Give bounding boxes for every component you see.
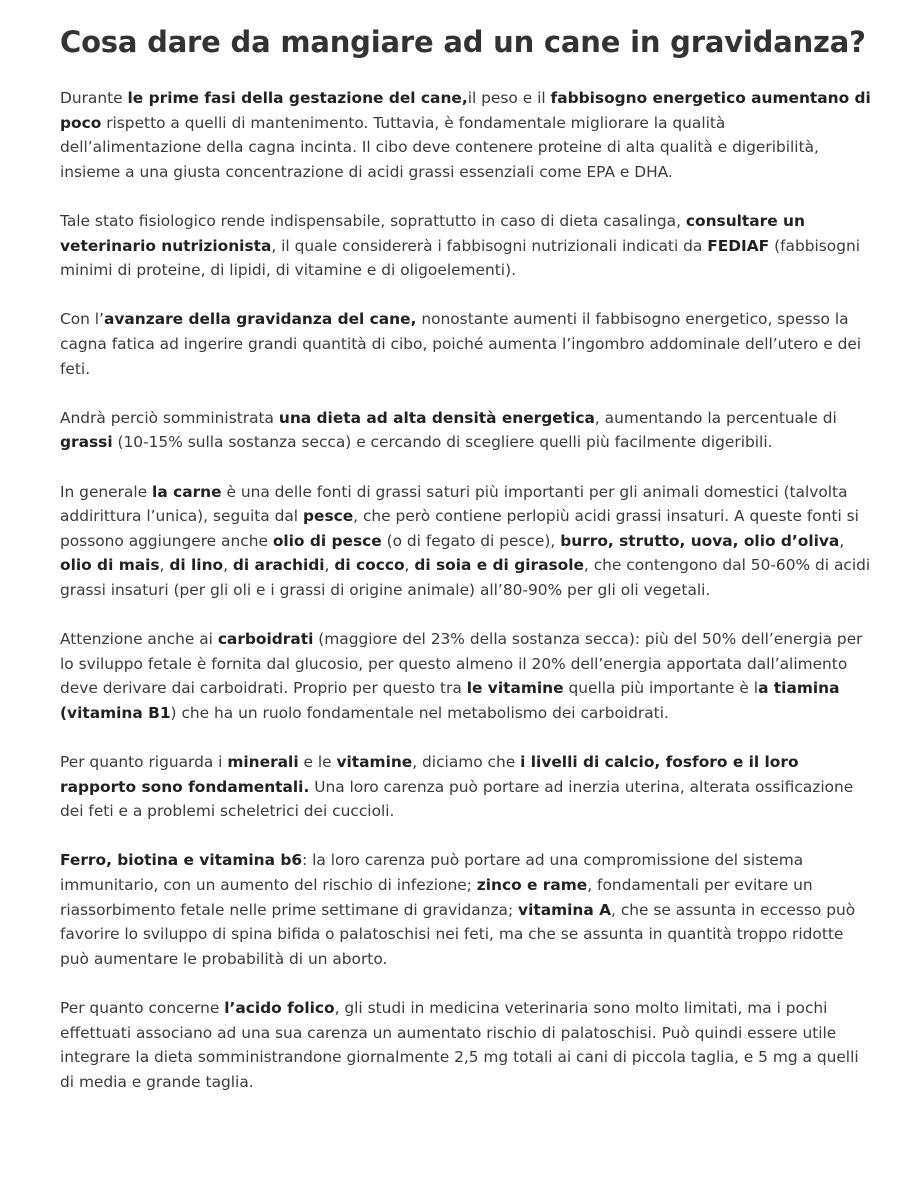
text-run: In generale [60,482,153,501]
bold-text: zinco e rame [476,876,588,894]
bold-text: la carne [152,482,222,501]
text-run: quella più importante è l [563,679,759,698]
text-run: , fondamentali per evitare un riassorbimento fetale nelle prime settimane di gravidanza; [60,876,813,919]
text-run: , [324,556,335,575]
text-run: , [159,556,170,575]
bold-text: minerali [227,753,299,772]
text-run: , aumentando la percentuale di [594,408,837,427]
paragraph [60,406,871,455]
text-run: il peso e il [467,89,551,107]
bold-text: olio di mais [60,556,160,575]
article-title: Cosa dare da mangiare ad un cane in gravidanza? [60,25,866,59]
bold-text: le vitamine [466,679,564,698]
bold-text: a tiamina (vitamina B1 [60,679,840,722]
bold-text: grassi [60,433,113,452]
text-run: , gli studi in medicina veterinaria sono molto limitati, ma i pochi effettuati associano ad una sua carenza un aumentato rischio di palatoschisi. Può quindi essere utile integrare la dieta somministrandone giornalmente 2,5 mg totali ai cani di piccola taglia, e 5 mg a quelli di media e grande taglia. [60,998,859,1091]
text-run: (fabbisogni minimi di proteine, di lipidi, di vitamine e di oligoelementi). [60,236,860,280]
bold-text: vitamina A [518,900,612,919]
paragraph [60,480,871,603]
text-run: , [839,531,845,550]
paragraph [60,848,871,971]
bold-text: fabbisogno energetico aumentano di poco [60,89,871,132]
text-run: ) che ha un ruolo fondamentale nel metabolismo dei carboidrati. [170,703,669,722]
text-run: , [404,556,415,575]
bold-text: di soia e di girasole [414,556,584,575]
text-run: , il quale considererà i fabbisogni nutrizionali indicati da [271,236,708,255]
bold-text: avanzare della gravidanza del cane, [103,310,417,329]
text-run: Tale stato fisiologico rende indispensabile, soprattutto in caso di dieta casalinga, [60,211,686,230]
text-run: nonostante aumenti il fabbisogno energetico, spesso la cagna fatica ad ingerire grandi quantità di cibo, poiché aumenta l’ingombro addominale dell’utero e dei feti. [60,310,862,378]
bold-text: i livelli di calcio, fosforo e il loro rapporto sono fondamentali. [60,753,799,796]
bold-text: olio di pesce [272,531,382,550]
bold-text: vitamine [336,753,413,772]
bold-text: pesce [302,507,354,526]
text-run: rispetto a quelli di mantenimento. Tuttavia, è fondamentale migliorare la qualità dell’alimentazione della cagna incinta. Il cibo deve contenere proteine di alta qualità e digeribilità, insieme a una giusta concentrazione di acidi grassi essenziali come EPA e DHA. [60,113,819,181]
paragraph [60,307,871,381]
text-run: : la loro carenza può portare ad una compromissione del sistema immunitario, con un aumento del rischio di infezione; [60,851,804,894]
text-run: Con l’ [60,310,104,329]
text-run: (o di fegato di pesce), [381,531,561,550]
paragraph [60,86,871,184]
bold-text: carboidrati [217,630,314,649]
text-run: , che se assunta in eccesso può favorire lo sviluppo di spina bifida o palatoschisi nei feti, ma che se assunta in quantità troppo ridotte può aumentare le probabilità di un aborto. [60,900,856,968]
paragraph [60,209,871,283]
bold-text: FEDIAF [707,236,770,255]
paragraph [60,996,871,1094]
bold-text: di cocco [334,556,405,575]
bold-text: burro, strutto, uova, olio d’oliva [560,531,840,550]
text-run: , che però contiene perlopiù acidi grassi insaturi. A queste fonti si possono aggiungere anche [60,507,859,550]
bold-text: Ferro, biotina e vitamina b6 [60,851,303,870]
text-run: Andrà perciò somministrata [60,408,279,427]
bold-text: l’acido folico [224,998,335,1017]
paragraph [60,750,871,824]
bold-text: le prime fasi della gestazione del cane, [127,89,468,107]
text-run: Per quanto concerne [60,998,225,1017]
paragraph [60,627,871,725]
text-run: Per quanto riguarda i [60,753,228,772]
text-run: , diciamo che [412,753,521,772]
text-run: (maggiore del 23% della sostanza secca): più del 50% dell’energia per lo sviluppo fetale è fornita dal glucosio, per questo almeno il 20% dell’energia apportata dall’alimento deve derivare dai carboidrati. Proprio per questo tra [60,630,863,698]
text-run: , [223,556,233,575]
bold-text: consultare un veterinario nutrizionista [60,211,805,255]
text-run: Attenzione anche ai [60,630,218,649]
bold-text: una dieta ad alta densità energetica [278,408,595,427]
text-run: Durante [60,89,128,107]
bold-text: di lino [169,556,224,575]
bold-text: di arachidi [232,556,325,575]
article-body [60,86,871,1094]
text-run: è una delle fonti di grassi saturi più importanti per gli animali domestici (talvolta addirittura l’unica), seguita dal [60,482,848,526]
text-run: , che contengono dal 50-60% di acidi grassi insaturi (per gli oli e i grassi di origine animale) all’80-90% per gli oli vegetali. [60,556,871,599]
text-run: (10-15% sulla sostanza secca) e cercando di scegliere quelli più facilmente digeribili. [112,433,773,452]
text-run: e le [298,753,337,772]
text-run: Una loro carenza può portare ad inerzia uterina, alterata ossificazione dei feti e a problemi scheletrici dei cuccioli. [60,777,854,821]
